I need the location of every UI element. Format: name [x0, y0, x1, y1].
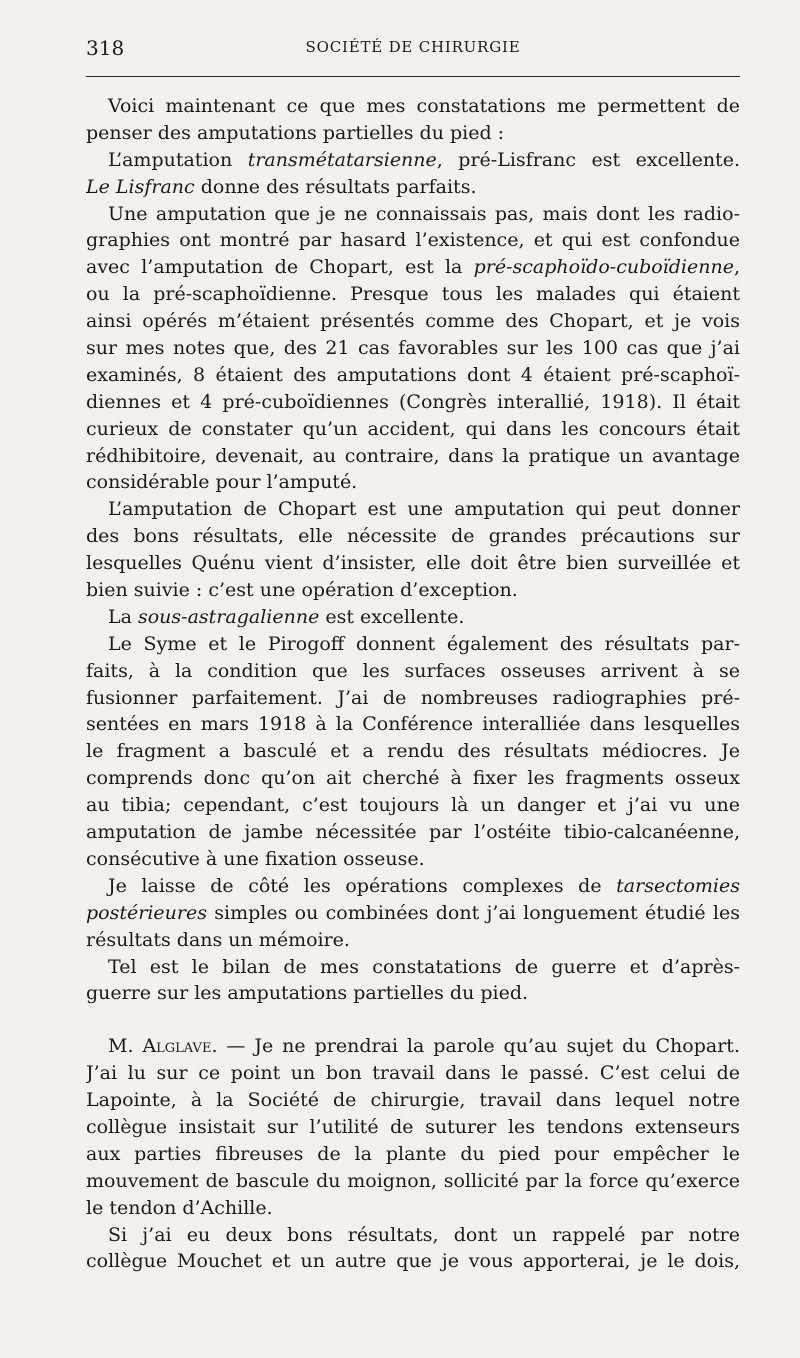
text-line: résultats dans un mémoire.	[86, 928, 350, 951]
text-run: est excellente.	[319, 605, 465, 628]
text-line: rédhibitoire, devenait, au contraire, dans la pratique un avantage	[86, 444, 740, 467]
text-line	[86, 174, 740, 201]
italic-term: transmétatarsienne	[247, 148, 437, 171]
text-line: collègue Mouchet et un autre que je vous apporterai, je le dois,	[86, 1250, 740, 1273]
running-head: SOCIÉTÉ DE CHIRURGIE	[305, 38, 521, 56]
speaker-name: Alglave	[142, 1035, 212, 1058]
paragraph	[86, 954, 740, 1008]
text-line: guerre sur les amputations partielles du pied.	[86, 982, 529, 1005]
text-line: Une amputation que je ne connaissais pas, mais dont les radio-	[108, 202, 740, 225]
paragraph	[86, 1222, 740, 1276]
text-line	[86, 254, 740, 281]
text-line: des bons résultats, elle nécessite de grandes précautions sur	[86, 525, 740, 548]
text-line: diennes et 4 pré-cuboïdiennes (Congrès interallié, 1918). Il était	[86, 390, 740, 413]
text-run: Je laisse de côté les opérations complexes de	[108, 874, 617, 897]
paragraph	[86, 93, 740, 147]
text-line: Tel est le bilan de mes constatations de guerre et d’après-	[108, 955, 740, 978]
text-line	[86, 1033, 740, 1060]
italic-term: sous-astragalienne	[137, 605, 320, 628]
text-run: ,	[733, 256, 740, 279]
text-line: le fragment a basculé et a rendu des résultats médiocres. Je	[86, 740, 740, 763]
text-line: le tendon d’Achille.	[86, 1196, 273, 1219]
text-line: Lapointe, à la Société de chirurgie, travail dans lequel notre	[86, 1089, 740, 1112]
page-number: 318	[86, 36, 125, 60]
paragraph	[86, 631, 740, 873]
text-line: mouvement de bascule du moignon, sollicité par la force qu’exerce	[86, 1169, 740, 1192]
text-line: au tibia; cependant, c’est toujours là un danger et j’ai vu une	[86, 794, 740, 817]
text-line	[86, 900, 740, 927]
page-header	[86, 36, 740, 64]
text-line: collègue insistait sur l’utilité de suturer les tendons extenseurs	[86, 1115, 740, 1138]
text-line: sentées en mars 1918 à la Conférence interalliée dans lesquelles	[86, 713, 740, 736]
text-line: sur mes notes que, des 21 cas favorables sur les 100 cas que j’ai	[86, 337, 740, 360]
text-line: aux parties fibreuses de la plante du pied pour empêcher le	[86, 1142, 740, 1165]
text-run: La	[108, 605, 138, 628]
header-rule	[86, 76, 740, 77]
text-line: graphies ont montré par hasard l’existence, et qui est confondue	[86, 229, 740, 252]
paragraph-gap	[86, 1007, 740, 1033]
text-line: curieux de constater qu’un accident, qui dans les concours était	[86, 417, 740, 440]
text-line: Si j’ai eu deux bons résultats, dont un rappelé par notre	[108, 1223, 740, 1246]
italic-term: Le Lisfranc	[86, 175, 195, 198]
text-run: . — Je ne prendrai la parole qu’au sujet du Chopart.	[211, 1035, 740, 1058]
text-line: fusionner parfaitement. J’ai de nombreuses radiographies pré-	[86, 686, 740, 709]
paragraph	[86, 604, 740, 631]
paragraph	[86, 201, 740, 497]
text-line: ainsi opérés m’étaient présentés comme des Chopart, et je vois	[86, 310, 740, 333]
text-line: comprends donc qu’on ait cherché à fixer les fragments osseux	[86, 767, 740, 790]
italic-term: tarsectomies	[616, 874, 740, 897]
text-line: faits, à la condition que les surfaces osseuses arrivent à se	[86, 659, 740, 682]
italic-term: postérieures	[86, 901, 207, 924]
text-line: considérable pour l’amputé.	[86, 471, 358, 494]
text-run: M.	[108, 1035, 143, 1058]
body-text	[86, 93, 740, 1275]
paragraph	[86, 147, 740, 201]
text-run: avec l’amputation de Chopart, est la	[86, 256, 474, 279]
text-line	[86, 604, 740, 631]
paragraph	[86, 1033, 740, 1221]
text-line: examinés, 8 étaient des amputations dont 4 étaient pré-scaphoï-	[86, 363, 740, 386]
text-run: L’amputation	[108, 148, 248, 171]
text-run: simples ou combinées dont j’ai longuement étudié les	[206, 901, 740, 924]
paragraph	[86, 873, 740, 954]
italic-term: pré-scaphoïdo-cuboïdienne	[473, 256, 734, 279]
text-line: lesquelles Quénu vient d’insister, elle doit être bien surveillée et	[86, 552, 740, 575]
text-line: penser des amputations partielles du pied :	[86, 121, 505, 144]
text-line: bien suivie : c’est une opération d’exception.	[86, 579, 518, 602]
text-run: , pré-Lisfranc est excellente.	[436, 148, 740, 171]
text-line: L’amputation de Chopart est une amputation qui peut donner	[108, 498, 740, 521]
text-line	[86, 147, 740, 174]
text-line: ou la pré-scaphoïdienne. Presque tous les malades qui étaient	[86, 283, 740, 306]
paragraph	[86, 496, 740, 604]
text-line: amputation de jambe nécessitée par l’ostéite tibio-calcanéenne,	[86, 821, 740, 844]
text-line: Le Syme et le Pirogoff donnent également des résultats par-	[108, 632, 740, 655]
text-line: consécutive à une fixation osseuse.	[86, 847, 425, 870]
text-run: donne des résultats parfaits.	[194, 175, 477, 198]
text-line	[86, 873, 740, 900]
text-line: Voici maintenant ce que mes constatations me permettent de	[108, 95, 740, 117]
text-line: J’ai lu sur ce point un bon travail dans le passé. C’est celui de	[86, 1062, 740, 1085]
